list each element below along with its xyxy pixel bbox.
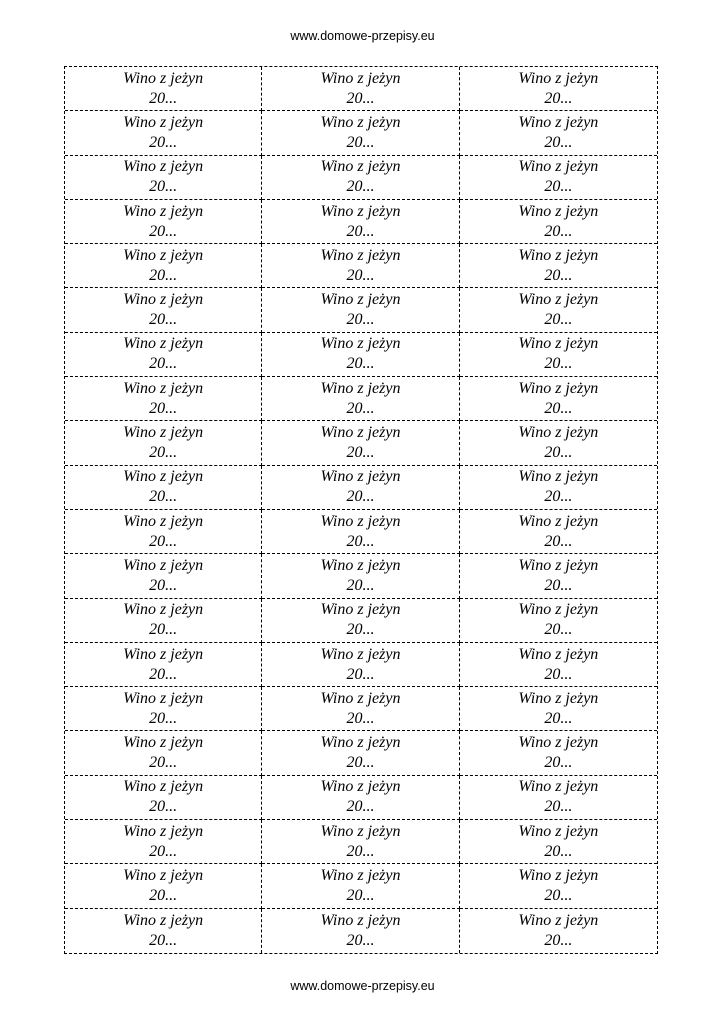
label-title: Wino z jeżyn xyxy=(518,468,599,486)
label-title: Wino z jeżyn xyxy=(123,468,204,486)
wine-label xyxy=(65,643,262,687)
label-year: 20... xyxy=(346,178,375,196)
wine-label xyxy=(460,288,657,332)
label-title: Wino z jeżyn xyxy=(123,778,204,796)
label-title: Wino z jeżyn xyxy=(123,202,204,220)
label-title: Wino z jeżyn xyxy=(320,645,401,663)
label-title: Wino z jeżyn xyxy=(123,424,204,442)
label-title: Wino z jeżyn xyxy=(320,601,401,619)
wine-label xyxy=(460,687,657,731)
wine-label xyxy=(460,244,657,288)
label-title: Wino z jeżyn xyxy=(518,202,599,220)
wine-label xyxy=(65,200,262,244)
label-year: 20... xyxy=(149,576,178,594)
label-year: 20... xyxy=(346,222,375,240)
label-title: Wino z jeżyn xyxy=(518,556,599,574)
label-year: 20... xyxy=(149,355,178,373)
label-year: 20... xyxy=(346,133,375,151)
label-year: 20... xyxy=(544,399,573,417)
label-title: Wino z jeżyn xyxy=(518,689,599,707)
wine-label xyxy=(460,864,657,908)
label-title: Wino z jeżyn xyxy=(123,734,204,752)
label-title: Wino z jeżyn xyxy=(320,113,401,131)
label-year: 20... xyxy=(544,178,573,196)
label-year: 20... xyxy=(544,665,573,683)
wine-label xyxy=(460,156,657,200)
label-title: Wino z jeżyn xyxy=(123,911,204,929)
label-year: 20... xyxy=(346,576,375,594)
label-year: 20... xyxy=(346,488,375,506)
wine-label xyxy=(262,244,459,288)
wine-label xyxy=(65,466,262,510)
label-year: 20... xyxy=(149,532,178,550)
wine-label xyxy=(262,909,459,953)
label-year: 20... xyxy=(346,532,375,550)
label-year: 20... xyxy=(149,931,178,949)
label-title: Wino z jeżyn xyxy=(320,379,401,397)
label-title: Wino z jeżyn xyxy=(320,335,401,353)
wine-label xyxy=(262,643,459,687)
wine-label xyxy=(460,820,657,864)
label-title: Wino z jeżyn xyxy=(123,556,204,574)
wine-label xyxy=(65,864,262,908)
wine-label xyxy=(460,377,657,421)
label-year: 20... xyxy=(346,444,375,462)
wine-label xyxy=(460,200,657,244)
label-title: Wino z jeżyn xyxy=(518,158,599,176)
wine-label xyxy=(262,421,459,465)
wine-label xyxy=(262,333,459,377)
wine-label xyxy=(262,820,459,864)
header-site-url: www.domowe-przepisy.eu xyxy=(290,29,435,43)
wine-label xyxy=(65,377,262,421)
label-title: Wino z jeżyn xyxy=(123,822,204,840)
label-year: 20... xyxy=(149,399,178,417)
label-title: Wino z jeżyn xyxy=(320,291,401,309)
label-year: 20... xyxy=(544,444,573,462)
wine-label xyxy=(262,776,459,820)
label-title: Wino z jeżyn xyxy=(123,69,204,87)
wine-label xyxy=(65,909,262,953)
wine-label xyxy=(460,909,657,953)
label-year: 20... xyxy=(544,266,573,284)
wine-label xyxy=(262,731,459,775)
wine-label xyxy=(65,421,262,465)
wine-label xyxy=(65,776,262,820)
label-title: Wino z jeżyn xyxy=(518,69,599,87)
label-title: Wino z jeżyn xyxy=(320,556,401,574)
label-year: 20... xyxy=(346,355,375,373)
label-title: Wino z jeżyn xyxy=(320,246,401,264)
wine-label xyxy=(460,554,657,598)
wine-label xyxy=(262,377,459,421)
label-year: 20... xyxy=(149,266,178,284)
label-year: 20... xyxy=(346,887,375,905)
wine-label xyxy=(262,510,459,554)
wine-label xyxy=(65,510,262,554)
label-year: 20... xyxy=(544,798,573,816)
wine-label xyxy=(65,599,262,643)
label-year: 20... xyxy=(149,798,178,816)
label-year: 20... xyxy=(346,266,375,284)
label-title: Wino z jeżyn xyxy=(320,424,401,442)
label-year: 20... xyxy=(544,355,573,373)
label-year: 20... xyxy=(149,709,178,727)
label-title: Wino z jeżyn xyxy=(123,113,204,131)
label-title: Wino z jeżyn xyxy=(518,601,599,619)
label-year: 20... xyxy=(346,798,375,816)
label-year: 20... xyxy=(544,842,573,860)
label-title: Wino z jeżyn xyxy=(123,512,204,530)
label-year: 20... xyxy=(346,621,375,639)
label-year: 20... xyxy=(149,488,178,506)
label-title: Wino z jeżyn xyxy=(518,778,599,796)
wine-label xyxy=(65,333,262,377)
label-year: 20... xyxy=(149,89,178,107)
wine-label xyxy=(262,864,459,908)
wine-label xyxy=(262,554,459,598)
label-title: Wino z jeżyn xyxy=(518,246,599,264)
footer-site-url: www.domowe-przepisy.eu xyxy=(290,979,435,993)
label-title: Wino z jeżyn xyxy=(123,158,204,176)
label-year: 20... xyxy=(149,842,178,860)
label-year: 20... xyxy=(149,754,178,772)
label-year: 20... xyxy=(346,399,375,417)
label-year: 20... xyxy=(544,887,573,905)
label-title: Wino z jeżyn xyxy=(123,246,204,264)
label-year: 20... xyxy=(544,532,573,550)
wine-label xyxy=(460,643,657,687)
wine-label xyxy=(65,687,262,731)
label-title: Wino z jeżyn xyxy=(123,689,204,707)
label-title: Wino z jeżyn xyxy=(518,734,599,752)
label-title: Wino z jeżyn xyxy=(518,424,599,442)
wine-label xyxy=(460,599,657,643)
wine-label xyxy=(65,820,262,864)
label-year: 20... xyxy=(149,665,178,683)
label-year: 20... xyxy=(544,709,573,727)
label-year: 20... xyxy=(544,89,573,107)
wine-label xyxy=(65,554,262,598)
label-title: Wino z jeżyn xyxy=(518,911,599,929)
label-title: Wino z jeżyn xyxy=(518,822,599,840)
label-title: Wino z jeżyn xyxy=(518,335,599,353)
wine-label xyxy=(262,111,459,155)
label-year: 20... xyxy=(544,931,573,949)
label-title: Wino z jeżyn xyxy=(518,291,599,309)
label-year: 20... xyxy=(149,887,178,905)
label-year: 20... xyxy=(544,621,573,639)
label-year: 20... xyxy=(544,222,573,240)
label-year: 20... xyxy=(346,754,375,772)
label-title: Wino z jeżyn xyxy=(518,379,599,397)
wine-label xyxy=(460,67,657,111)
label-title: Wino z jeżyn xyxy=(320,468,401,486)
wine-label xyxy=(65,731,262,775)
label-title: Wino z jeżyn xyxy=(123,601,204,619)
wine-label xyxy=(460,333,657,377)
label-year: 20... xyxy=(346,842,375,860)
wine-label xyxy=(460,510,657,554)
wine-label xyxy=(460,731,657,775)
label-title: Wino z jeżyn xyxy=(123,379,204,397)
label-year: 20... xyxy=(544,754,573,772)
label-title: Wino z jeżyn xyxy=(518,113,599,131)
wine-label xyxy=(460,421,657,465)
label-title: Wino z jeżyn xyxy=(320,689,401,707)
wine-label xyxy=(262,599,459,643)
wine-label xyxy=(65,288,262,332)
wine-label xyxy=(262,288,459,332)
label-year: 20... xyxy=(149,178,178,196)
wine-label xyxy=(65,67,262,111)
wine-label xyxy=(65,244,262,288)
wine-label xyxy=(262,200,459,244)
label-year: 20... xyxy=(149,133,178,151)
label-year: 20... xyxy=(544,133,573,151)
label-year: 20... xyxy=(149,222,178,240)
label-title: Wino z jeżyn xyxy=(320,202,401,220)
label-year: 20... xyxy=(544,576,573,594)
label-title: Wino z jeżyn xyxy=(320,822,401,840)
wine-label xyxy=(262,156,459,200)
label-title: Wino z jeżyn xyxy=(320,734,401,752)
label-title: Wino z jeżyn xyxy=(123,867,204,885)
label-title: Wino z jeżyn xyxy=(320,512,401,530)
label-title: Wino z jeżyn xyxy=(320,69,401,87)
label-year: 20... xyxy=(149,621,178,639)
wine-label xyxy=(460,466,657,510)
label-year: 20... xyxy=(149,311,178,329)
label-title: Wino z jeżyn xyxy=(320,158,401,176)
label-year: 20... xyxy=(544,488,573,506)
wine-label xyxy=(65,111,262,155)
label-sheet xyxy=(64,66,658,954)
wine-label xyxy=(460,111,657,155)
label-title: Wino z jeżyn xyxy=(320,778,401,796)
wine-label xyxy=(262,67,459,111)
label-title: Wino z jeżyn xyxy=(123,645,204,663)
wine-label xyxy=(65,156,262,200)
label-year: 20... xyxy=(346,665,375,683)
label-year: 20... xyxy=(149,444,178,462)
label-year: 20... xyxy=(544,311,573,329)
label-title: Wino z jeżyn xyxy=(320,911,401,929)
label-title: Wino z jeżyn xyxy=(123,291,204,309)
wine-label xyxy=(262,687,459,731)
label-year: 20... xyxy=(346,311,375,329)
label-year: 20... xyxy=(346,89,375,107)
label-title: Wino z jeżyn xyxy=(518,867,599,885)
label-title: Wino z jeżyn xyxy=(518,512,599,530)
label-year: 20... xyxy=(346,709,375,727)
label-year: 20... xyxy=(346,931,375,949)
label-title: Wino z jeżyn xyxy=(123,335,204,353)
label-title: Wino z jeżyn xyxy=(518,645,599,663)
wine-label xyxy=(262,466,459,510)
label-title: Wino z jeżyn xyxy=(320,867,401,885)
wine-label xyxy=(460,776,657,820)
